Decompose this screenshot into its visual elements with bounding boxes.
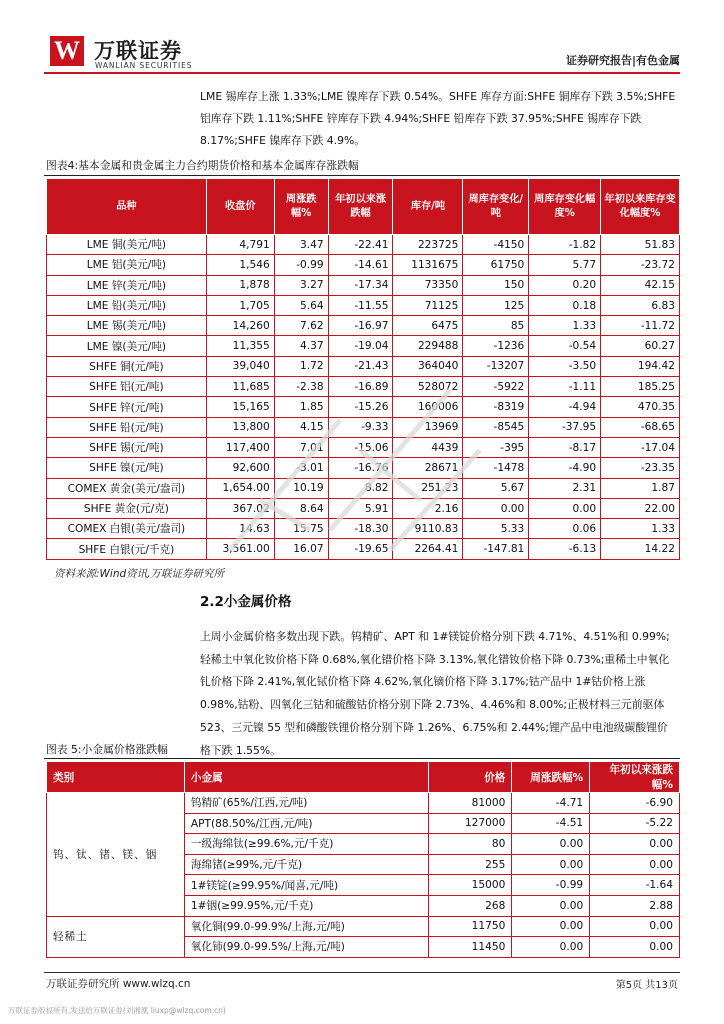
col-header: 收盘价	[206, 179, 274, 235]
value-cell: 0.00	[463, 498, 529, 518]
category-cell: 钨、钛、锗、镁、铟	[47, 793, 185, 917]
value-cell: -8545	[463, 417, 529, 437]
value-cell: -6.90	[590, 793, 680, 814]
header-divider	[44, 72, 680, 74]
value-cell: 13,800	[206, 417, 274, 437]
value-cell: 14,260	[206, 316, 274, 336]
value-cell: 8.64	[274, 498, 328, 518]
table-row	[47, 275, 680, 295]
value-cell: -395	[463, 437, 529, 457]
value-cell: -68.65	[601, 417, 680, 437]
value-cell: 15000	[428, 875, 512, 896]
col-header: 周库存变化/吨	[463, 179, 529, 235]
footer-disclaimer: 万联证券版权所有,发送给万联证券(刘湘凰 liuxp@wlzq.com.cn)	[8, 1006, 226, 1015]
value-cell: 73350	[393, 275, 463, 295]
value-cell: -15.26	[328, 397, 393, 417]
value-cell: 1.33	[601, 519, 680, 539]
value-cell: -8319	[463, 397, 529, 417]
value-cell: 229488	[393, 336, 463, 356]
table5-caption-rule	[44, 758, 680, 759]
value-cell: -0.99	[274, 255, 328, 275]
section-title: 2.2小金属价格	[200, 594, 292, 610]
value-cell: -4150	[463, 235, 529, 255]
value-cell: -1236	[463, 336, 529, 356]
col-header: 库存/吨	[393, 179, 463, 235]
value-cell: -11.55	[328, 295, 393, 315]
value-cell: 5.33	[463, 519, 529, 539]
table-row	[47, 498, 680, 518]
value-cell: 2.16	[393, 498, 463, 518]
value-cell: 5.67	[463, 478, 529, 498]
value-cell: 0.00	[512, 895, 590, 916]
table-row	[47, 519, 680, 539]
value-cell: 1.85	[274, 397, 328, 417]
value-cell: -4.71	[512, 793, 590, 814]
metal-name-cell: COMEX 白银(美元/盎司)	[47, 519, 207, 539]
value-cell: 7.62	[274, 316, 328, 336]
value-cell: 2.31	[529, 478, 601, 498]
table-row	[47, 295, 680, 315]
value-cell: -22.41	[328, 235, 393, 255]
table4-header-row	[47, 179, 680, 235]
value-cell: 3.27	[274, 275, 328, 295]
value-cell: 0.00	[590, 916, 680, 937]
value-cell: -0.99	[512, 875, 590, 896]
value-cell: 16.07	[274, 539, 328, 559]
metal-name-cell: SHFE 铜(元/吨)	[47, 356, 207, 376]
value-cell: 185.25	[601, 377, 680, 397]
value-cell: 11450	[428, 937, 512, 958]
value-cell: 268	[428, 895, 512, 916]
wanlian-logo-icon: W	[50, 36, 84, 66]
value-cell: 0.00	[512, 916, 590, 937]
metal-name-cell: SHFE 锡(元/吨)	[47, 437, 207, 457]
page-number: 第5页 共13页	[615, 980, 678, 991]
metal-name-cell: 1#镁锭(≥99.95%/闻喜,元/吨)	[184, 875, 428, 896]
page-header	[44, 30, 680, 76]
value-cell: 5.91	[328, 498, 393, 518]
value-cell: -1478	[463, 458, 529, 478]
value-cell: -3.01	[274, 458, 328, 478]
value-cell: -19.65	[328, 539, 393, 559]
value-cell: 1,878	[206, 275, 274, 295]
value-cell: 61750	[463, 255, 529, 275]
value-cell: 1.72	[274, 356, 328, 376]
value-cell: -8.17	[529, 437, 601, 457]
category-cell: 轻稀土	[47, 916, 185, 957]
value-cell: 251.23	[393, 478, 463, 498]
value-cell: 150	[463, 275, 529, 295]
value-cell: 3,561.00	[206, 539, 274, 559]
value-cell: -6.13	[529, 539, 601, 559]
intro-paragraph: LME 锡库存上涨 1.33%;LME 镍库存下跌 0.54%。SHFE 库存方面:SHFE 铜库存下跌 3.5%;SHFE 铝库存下跌 1.11%;SHFE 锌库存下跌 4.94%;SHFE 铅库存下跌 37.95%;SHFE 锡库存下跌 8.17%;SHFE 镍库存下跌 4.9%。	[200, 90, 676, 147]
value-cell: 1.87	[601, 478, 680, 498]
table-row	[47, 437, 680, 457]
footer-publisher: 万联证券研究所 www.wlzq.cn	[46, 978, 191, 990]
value-cell: 6475	[393, 316, 463, 336]
col-header: 年初以来涨跌幅%	[590, 762, 680, 793]
col-header: 年初以来库存变化幅度%	[601, 179, 680, 235]
table-row	[47, 458, 680, 478]
value-cell: -3.50	[529, 356, 601, 376]
value-cell: -5922	[463, 377, 529, 397]
metal-name-cell: LME 铝(美元/吨)	[47, 255, 207, 275]
value-cell: -17.34	[328, 275, 393, 295]
value-cell: -14.61	[328, 255, 393, 275]
value-cell: 0.06	[529, 519, 601, 539]
value-cell: 364040	[393, 356, 463, 376]
value-cell: 4.15	[274, 417, 328, 437]
value-cell: -4.94	[529, 397, 601, 417]
table4-caption: 图表4:基本金属和贵金属主力合约期货价格和基本金属库存涨跌幅	[46, 159, 359, 172]
table5-header-row	[47, 762, 680, 793]
value-cell: 9110.83	[393, 519, 463, 539]
metal-name-cell: SHFE 铝(元/吨)	[47, 377, 207, 397]
value-cell: -13207	[463, 356, 529, 376]
value-cell: 11750	[428, 916, 512, 937]
value-cell: 255	[428, 854, 512, 875]
metal-name-cell: LME 锌(美元/吨)	[47, 275, 207, 295]
table-row	[47, 417, 680, 437]
value-cell: -4.51	[512, 813, 590, 834]
value-cell: -18.30	[328, 519, 393, 539]
table-row	[47, 478, 680, 498]
value-cell: 2.88	[590, 895, 680, 916]
value-cell: 194.42	[601, 356, 680, 376]
col-header: 周涨跌幅%	[274, 179, 328, 235]
value-cell: -5.22	[590, 813, 680, 834]
col-header: 小金属	[184, 762, 428, 793]
value-cell: 1131675	[393, 255, 463, 275]
value-cell: 0.20	[529, 275, 601, 295]
value-cell: -23.35	[601, 458, 680, 478]
value-cell: -23.72	[601, 255, 680, 275]
col-header: 周涨跌幅%	[512, 762, 590, 793]
metal-name-cell: 氧化铜(99.0-99.9%/上海,元/吨)	[184, 916, 428, 937]
metal-name-cell: COMEX 黄金(美元/盎司)	[47, 478, 207, 498]
futures-price-table	[46, 178, 680, 560]
metal-name-cell: 海绵锗(≥99%,元/千克)	[184, 854, 428, 875]
table-row	[47, 916, 680, 937]
table-row	[47, 377, 680, 397]
value-cell: 15.75	[274, 519, 328, 539]
col-header: 价格	[428, 762, 512, 793]
value-cell: 60.27	[601, 336, 680, 356]
value-cell: 0.00	[512, 854, 590, 875]
value-cell: 6.83	[601, 295, 680, 315]
metal-name-cell: SHFE 锌(元/吨)	[47, 397, 207, 417]
value-cell: -16.97	[328, 316, 393, 336]
value-cell: 0.00	[590, 854, 680, 875]
metal-name-cell: LME 铜(美元/吨)	[47, 235, 207, 255]
value-cell: 81000	[428, 793, 512, 814]
value-cell: 13969	[393, 417, 463, 437]
metal-name-cell: SHFE 铅(元/吨)	[47, 417, 207, 437]
metal-name-cell: 氧化铈(99.0-99.5%/上海,元/吨)	[184, 937, 428, 958]
metal-name-cell: 1#铟(≥99.95%,元/千克)	[184, 895, 428, 916]
table-row	[47, 539, 680, 559]
metal-name-cell: 钨精矿(65%/江西,元/吨)	[184, 793, 428, 814]
value-cell: -9.33	[328, 417, 393, 437]
col-header: 品种	[47, 179, 207, 235]
value-cell: 528072	[393, 377, 463, 397]
value-cell: 10.19	[274, 478, 328, 498]
table-row	[47, 255, 680, 275]
value-cell: -2.38	[274, 377, 328, 397]
value-cell: 14.22	[601, 539, 680, 559]
value-cell: 127000	[428, 813, 512, 834]
value-cell: 4.37	[274, 336, 328, 356]
logo-chinese-name: 万联证券	[94, 39, 182, 63]
value-cell: 160006	[393, 397, 463, 417]
value-cell: 0.00	[512, 937, 590, 958]
value-cell: -1.82	[529, 235, 601, 255]
value-cell: 15,165	[206, 397, 274, 417]
table4-source: 资料来源:Wind资讯,万联证券研究所	[54, 568, 224, 580]
value-cell: -1.64	[590, 875, 680, 896]
value-cell: -19.04	[328, 336, 393, 356]
value-cell: 5.77	[529, 255, 601, 275]
value-cell: -17.04	[601, 437, 680, 457]
value-cell: -0.54	[529, 336, 601, 356]
col-header: 年初以来涨跌幅	[328, 179, 393, 235]
value-cell: 2264.41	[393, 539, 463, 559]
table5-caption: 图表 5:小金属价格涨跌幅	[46, 743, 168, 756]
value-cell: 8.82	[328, 478, 393, 498]
col-header: 周库存变化幅度%	[529, 179, 601, 235]
value-cell: 80	[428, 834, 512, 855]
value-cell: 367.02	[206, 498, 274, 518]
value-cell: 28671	[393, 458, 463, 478]
value-cell: -147.81	[463, 539, 529, 559]
value-cell: 11,355	[206, 336, 274, 356]
value-cell: 1,654.00	[206, 478, 274, 498]
value-cell: 0.00	[529, 498, 601, 518]
value-cell: 1.33	[529, 316, 601, 336]
metal-name-cell: LME 铅(美元/吨)	[47, 295, 207, 315]
minor-metals-table	[46, 761, 680, 958]
value-cell: 125	[463, 295, 529, 315]
metal-name-cell: LME 镍(美元/吨)	[47, 336, 207, 356]
value-cell: 14.63	[206, 519, 274, 539]
value-cell: -11.72	[601, 316, 680, 336]
value-cell: -37.95	[529, 417, 601, 437]
value-cell: 470.35	[601, 397, 680, 417]
value-cell: 0.00	[590, 834, 680, 855]
value-cell: 0.00	[590, 937, 680, 958]
table4-caption-rule	[44, 175, 680, 176]
table-row	[47, 235, 680, 255]
value-cell: -16.76	[328, 458, 393, 478]
col-header: 类别	[47, 762, 185, 793]
value-cell: -16.89	[328, 377, 393, 397]
value-cell: 1,546	[206, 255, 274, 275]
metal-name-cell: SHFE 镍(元/吨)	[47, 458, 207, 478]
table-row	[47, 397, 680, 417]
table-row	[47, 336, 680, 356]
metal-name-cell: APT(88.50%/江西,元/吨)	[184, 813, 428, 834]
value-cell: 22.00	[601, 498, 680, 518]
value-cell: 85	[463, 316, 529, 336]
footer-divider	[44, 972, 680, 973]
value-cell: 4,791	[206, 235, 274, 255]
value-cell: 3.47	[274, 235, 328, 255]
value-cell: 0.00	[512, 834, 590, 855]
value-cell: 42.15	[601, 275, 680, 295]
value-cell: 71125	[393, 295, 463, 315]
value-cell: 11,685	[206, 377, 274, 397]
metal-name-cell: LME 锡(美元/吨)	[47, 316, 207, 336]
value-cell: 7.01	[274, 437, 328, 457]
value-cell: -21.43	[328, 356, 393, 376]
logo-english-name: WANLIAN SECURITIES	[95, 61, 193, 70]
value-cell: -1.11	[529, 377, 601, 397]
value-cell: 92,600	[206, 458, 274, 478]
value-cell: 117,400	[206, 437, 274, 457]
value-cell: 51.83	[601, 235, 680, 255]
table-row	[47, 356, 680, 376]
metal-name-cell: SHFE 白银(元/千克)	[47, 539, 207, 559]
value-cell: 0.18	[529, 295, 601, 315]
value-cell: 4439	[393, 437, 463, 457]
metal-name-cell: SHFE 黄金(元/克)	[47, 498, 207, 518]
table-row	[47, 793, 680, 814]
table-row	[47, 316, 680, 336]
report-type: 证券研究报告|有色金属	[565, 54, 680, 67]
value-cell: 5.64	[274, 295, 328, 315]
metal-name-cell: 一级海绵钛(≥99.6%,元/千克)	[184, 834, 428, 855]
value-cell: -4.90	[529, 458, 601, 478]
value-cell: -15.06	[328, 437, 393, 457]
section-paragraph: 上周小金属价格多数出现下跌。钨精矿、APT 和 1#镁锭价格分别下跌 4.71%、4.51%和 0.99%;轻稀土中氧化钕价格下降 0.68%,氧化镨价格下降 3.13%,氧化镨钕价格下降 0.73%;重稀土中氧化钆价格下降 2.41%,氧化铽价格下降 4.62%,氧化镝价格下降 3.17%;钴产品中 1#钴价格上涨 0.98%,钴粉、四氧化三钴和硫酸钴价格分别下降 2.73%、4.46%和 8.00%;正极材料三元前驱体 523、三元镍 55 型和磷酸铁锂价格分别下降 1.26%、6.75%和 2.44%;锂产品中电池级碳酸锂价格下跌 1.55%。	[200, 630, 670, 757]
value-cell: 1,705	[206, 295, 274, 315]
value-cell: 39,040	[206, 356, 274, 376]
value-cell: 223725	[393, 235, 463, 255]
